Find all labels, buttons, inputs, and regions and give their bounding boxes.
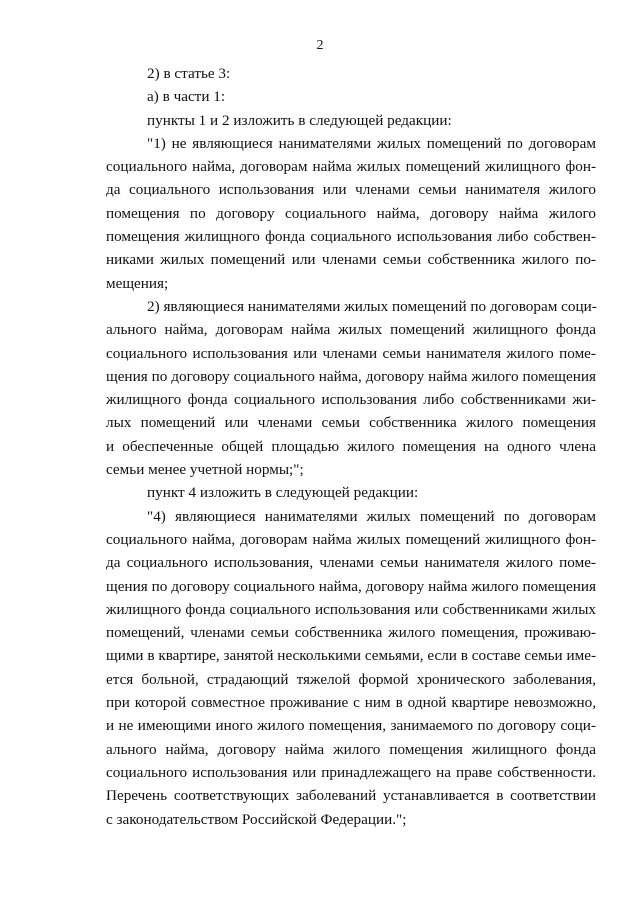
text-line: а) в части 1:	[147, 88, 226, 106]
text-line: социального использования или принадлежащего на праве собственности.	[106, 763, 596, 781]
text-line: ального найма, договору найма жилого помещения жилищного фонда	[106, 740, 596, 758]
paragraph	[106, 481, 596, 504]
paragraph	[106, 85, 596, 108]
text-line: 2) в статье 3:	[147, 65, 231, 82]
paragraph	[106, 295, 596, 481]
text-line: "1) не являющиеся нанимателями жилых помещений по договорам	[147, 134, 596, 152]
text-line: Перечень соответствующих заболеваний устанавливается в соответствии	[106, 787, 596, 805]
text-line: жилищного фонда социального использования либо собственниками жи-	[106, 391, 596, 409]
text-line: ется больной, страдающий тяжелой формой хронического заболевания,	[106, 670, 596, 688]
text-line: да социального использования, членами семьи нанимателя жилого поме-	[106, 554, 596, 572]
text-line: "4) являющиеся нанимателями жилых помещений по договорам	[147, 507, 596, 525]
paragraph	[106, 109, 596, 132]
text-line: жилищного фонда социального использования или собственниками жилых	[106, 600, 596, 618]
paragraph	[106, 132, 596, 295]
text-line: мещения;	[106, 274, 169, 292]
text-line: никами жилых помещений или членами семьи собственника жилого по-	[106, 251, 596, 269]
text-line: щения по договору социального найма, договору найма жилого помещения	[106, 577, 596, 595]
text-line: лых помещений или членами семьи собственника жилого помещения	[106, 414, 596, 432]
text-line: помещений, членами семьи собственника жилого помещения, проживаю-	[106, 624, 596, 642]
text-line: социального найма, договорам найма жилых помещений жилищного фон-	[106, 158, 596, 176]
page-number: 2	[316, 38, 324, 53]
paragraph	[106, 505, 596, 831]
paragraph	[106, 62, 596, 85]
text-line: щения по договору социального найма, договору найма жилого помещения	[106, 367, 596, 385]
text-line: 2) являющиеся нанимателями жилых помещений по договорам соци-	[147, 297, 597, 315]
text-line: при которой совместное проживание с ним в одной квартире невозможно,	[106, 694, 596, 712]
text-line: с законодательством Российской Федерации.";	[106, 810, 407, 828]
text-line: помещения по договору социального найма, договору найма жилого	[106, 204, 596, 222]
text-line: социального использования или членами семьи нанимателя жилого поме-	[106, 344, 596, 362]
text-line: и не имеющими иного жилого помещения, занимаемого по договору соци-	[106, 717, 596, 735]
text-line: и обеспеченные общей площадью жилого помещения на одного члена	[106, 437, 596, 455]
text-line: помещения жилищного фонда социального использования либо собствен-	[106, 228, 596, 246]
text-line: пункты 1 и 2 изложить в следующей редакции:	[147, 111, 452, 129]
document-body	[106, 62, 596, 831]
text-line: да социального использования или членами семьи нанимателя жилого	[106, 181, 596, 199]
text-line: щими в квартире, занятой несколькими семьями, если в составе семьи име-	[106, 647, 597, 665]
text-line: социального найма, договорам найма жилых помещений жилищного фон-	[106, 530, 596, 548]
text-line: семьи менее учетной нормы;";	[106, 461, 304, 479]
text-line: пункт 4 изложить в следующей редакции:	[147, 484, 419, 502]
text-line: ального найма, договорам найма жилых помещений жилищного фонда	[106, 321, 596, 339]
